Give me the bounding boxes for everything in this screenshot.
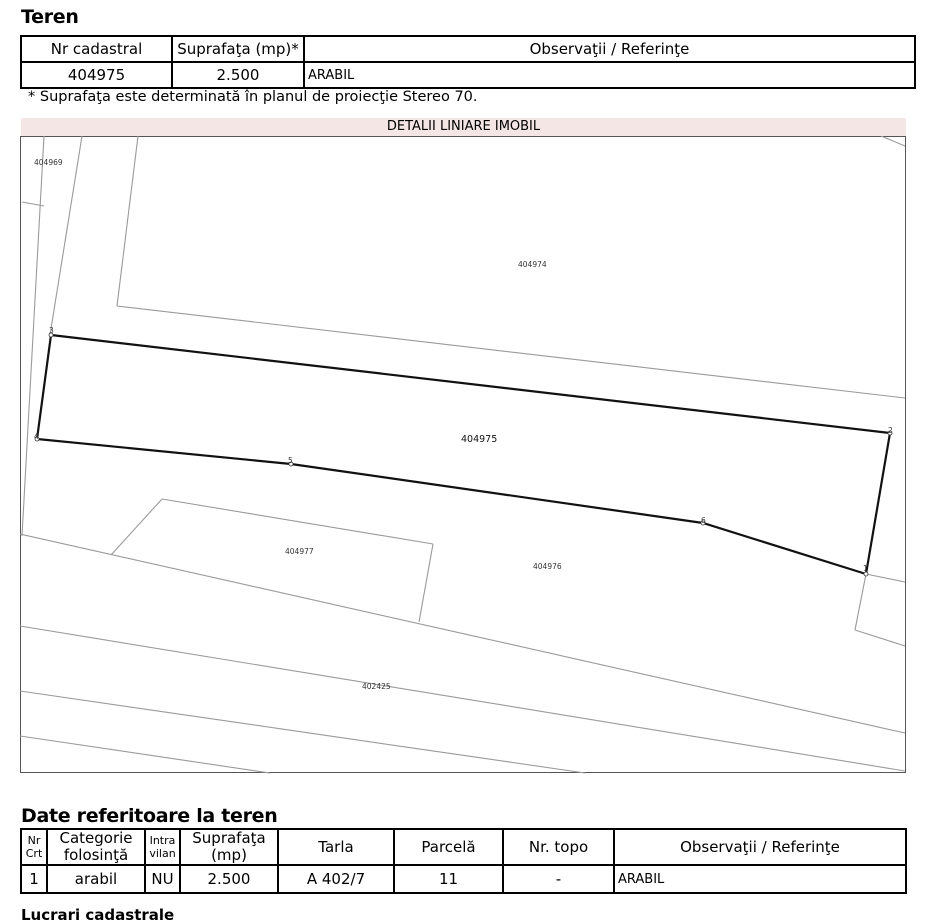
date-teren-table bbox=[20, 828, 907, 894]
table-row bbox=[21, 865, 906, 893]
point-label: 2 bbox=[888, 426, 893, 435]
cell-suprafata: 2.500 bbox=[172, 62, 304, 88]
table-header-row bbox=[21, 36, 915, 62]
next-section-title-cut: Lucrari cadastrale bbox=[21, 906, 175, 924]
header-suprafata: Suprafaţa (mp)* bbox=[172, 36, 304, 62]
cell-nr-topo: - bbox=[503, 865, 614, 893]
parcel-label-404974: 404974 bbox=[518, 260, 547, 269]
point-label: 6 bbox=[701, 516, 706, 525]
point-label: 1 bbox=[863, 564, 868, 573]
cell-categorie: arabil bbox=[47, 865, 145, 893]
header-observatii: Observaţii / Referinţe bbox=[304, 36, 915, 62]
header-nr-topo: Nr. topo bbox=[503, 829, 614, 865]
cell-parcela: 11 bbox=[394, 865, 503, 893]
cadastral-map bbox=[20, 136, 907, 774]
parcel-label-404969: 404969 bbox=[34, 158, 63, 167]
parcel-label-404975: 404975 bbox=[461, 434, 498, 445]
cell-observatii: ARABIL bbox=[614, 865, 906, 893]
cell-tarla: A 402/7 bbox=[278, 865, 394, 893]
point-label: 5 bbox=[288, 456, 293, 465]
header-nr-cadastral: Nr cadastral bbox=[21, 36, 172, 62]
parcel-label-402425: 402425 bbox=[362, 682, 391, 691]
cell-suprafata: 2.500 bbox=[180, 865, 278, 893]
header-observatii: Observaţii / Referinţe bbox=[614, 829, 906, 865]
cell-intravilan: NU bbox=[145, 865, 180, 893]
point-label: 4 bbox=[34, 432, 39, 441]
header-nr-crt: Nr Crt bbox=[21, 829, 47, 865]
point-label: 3 bbox=[49, 326, 54, 335]
section-title-date-teren: Date referitoare la teren bbox=[21, 805, 278, 827]
cell-nr-cadastral: 404975 bbox=[21, 62, 172, 88]
parcel-label-404977: 404977 bbox=[285, 547, 314, 556]
parcel-label-404976: 404976 bbox=[533, 562, 562, 571]
header-suprafata: Suprafaţa (mp) bbox=[180, 829, 278, 865]
header-categorie: Categorie folosinţă bbox=[47, 829, 145, 865]
map-header: DETALII LINIARE IMOBIL bbox=[21, 118, 906, 136]
table-row bbox=[21, 62, 915, 88]
map-frame bbox=[21, 137, 906, 773]
table-header-row bbox=[21, 829, 906, 865]
cell-observatii: ARABIL bbox=[304, 62, 915, 88]
cell-nr-crt: 1 bbox=[21, 865, 47, 893]
header-tarla: Tarla bbox=[278, 829, 394, 865]
header-parcela: Parcelă bbox=[394, 829, 503, 865]
section-title-teren: Teren bbox=[21, 6, 79, 28]
teren-table bbox=[20, 35, 916, 89]
projection-note: * Suprafaţa este determinată în planul de proiecţie Stereo 70. bbox=[28, 89, 478, 105]
header-intravilan: Intra vilan bbox=[145, 829, 180, 865]
